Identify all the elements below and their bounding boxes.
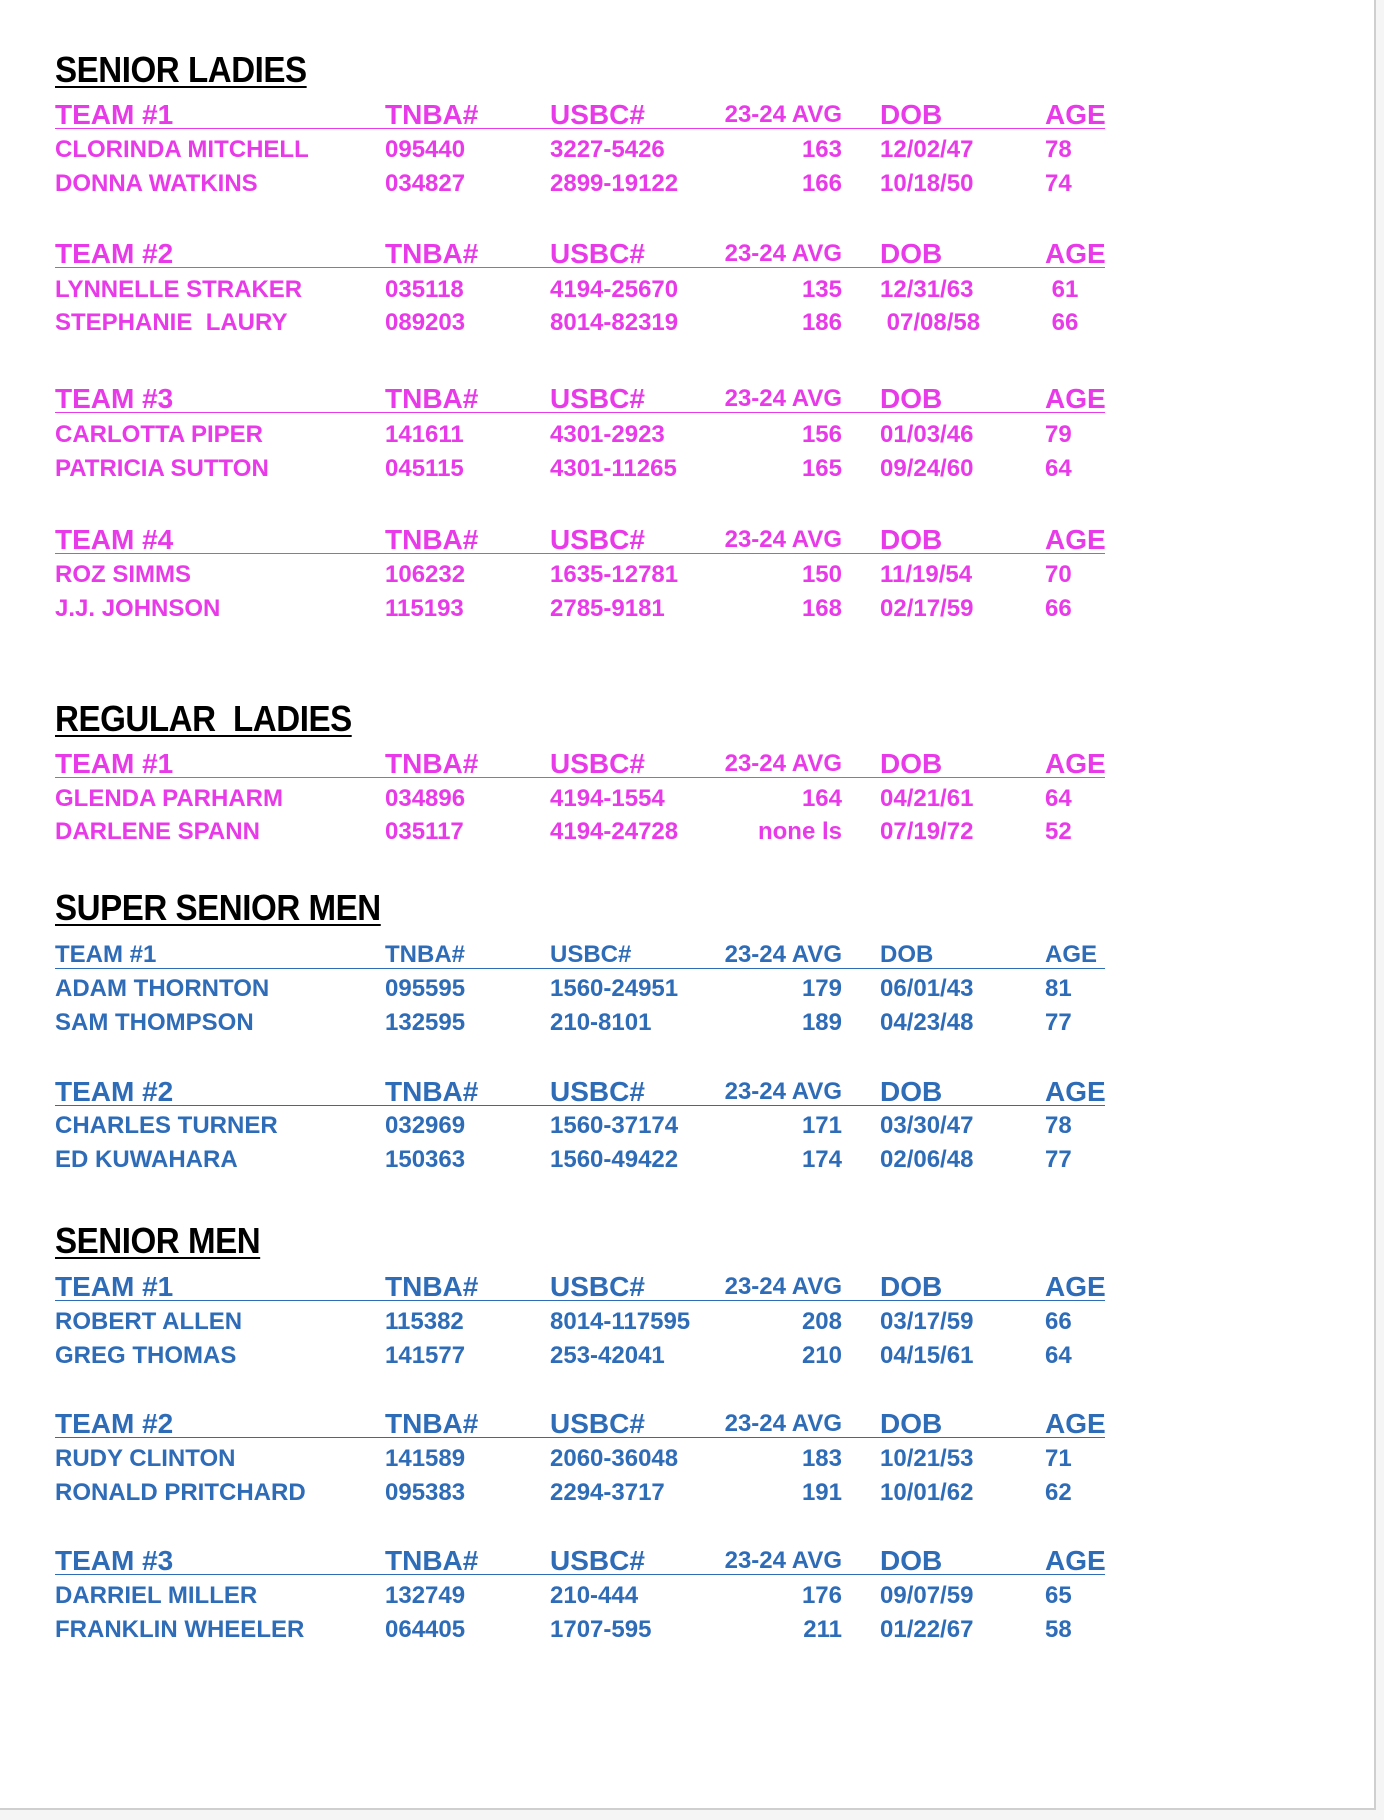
player-avg: 211 (803, 1616, 842, 1643)
dob-column-header: DOB (880, 99, 943, 130)
player-row (55, 1008, 1105, 1038)
player-age: 64 (1045, 1342, 1072, 1369)
team-header (55, 1075, 1105, 1106)
team-header (55, 747, 1105, 778)
team-label: TEAM #2 (55, 238, 174, 269)
player-row (55, 1581, 1105, 1611)
player-dob: 07/19/72 (880, 818, 974, 845)
dob-column-header: DOB (880, 1408, 943, 1439)
team-label: TEAM #1 (55, 748, 174, 779)
avg-column-header: 23-24 AVG (724, 1547, 842, 1574)
team-label: TEAM #1 (55, 1271, 174, 1302)
tnba-column-header: TNBA# (385, 748, 479, 779)
player-row (55, 454, 1105, 484)
age-column-header: AGE (1045, 99, 1106, 130)
player-tnba: 035117 (385, 818, 464, 845)
player-tnba: 150363 (385, 1146, 466, 1173)
usbc-column-header: USBC# (550, 1545, 645, 1576)
player-age: 77 (1045, 1009, 1072, 1036)
player-name: LYNNELLE STRAKER (55, 276, 303, 303)
player-avg: 174 (801, 1146, 842, 1173)
player-row (55, 784, 1105, 814)
player-name: DARLENE SPANN (55, 818, 260, 845)
player-avg: 208 (801, 1308, 842, 1335)
player-usbc: 3227-5426 (550, 136, 665, 163)
usbc-column-header: USBC# (550, 99, 645, 130)
tnba-column-header: TNBA# (385, 99, 479, 130)
player-usbc: 4194-24728 (550, 818, 679, 845)
player-row (55, 1341, 1105, 1371)
usbc-column-header: USBC# (550, 238, 645, 269)
section-title-regular-ladies: REGULAR LADIES (55, 698, 352, 739)
player-dob: 04/23/48 (880, 1009, 974, 1036)
age-column-header: AGE (1045, 238, 1106, 269)
player-name: CHARLES TURNER (55, 1112, 278, 1139)
player-name: DARRIEL MILLER (55, 1582, 258, 1609)
player-usbc: 1560-49422 (550, 1146, 679, 1173)
player-age: 70 (1045, 561, 1072, 588)
player-name: ROZ SIMMS (55, 561, 191, 588)
avg-column-header: 23-24 AVG (724, 240, 842, 267)
player-avg: 166 (801, 170, 842, 197)
age-column-header: AGE (1045, 1076, 1106, 1107)
avg-column-header: 23-24 AVG (724, 1410, 842, 1437)
player-avg: 135 (801, 276, 842, 303)
player-tnba: 064405 (385, 1616, 466, 1643)
player-usbc: 2899-19122 (550, 170, 679, 197)
player-name: DONNA WATKINS (55, 170, 258, 197)
player-tnba: 106232 (385, 561, 466, 588)
player-age: 66 (1045, 309, 1079, 336)
player-avg: 183 (801, 1445, 842, 1472)
player-name: ADAM THORNTON (55, 975, 270, 1002)
tnba-column-header: TNBA# (385, 524, 479, 555)
player-avg: 189 (801, 1009, 842, 1036)
player-row (55, 560, 1105, 590)
player-avg: none ls (757, 818, 842, 845)
player-name: CARLOTTA PIPER (55, 421, 263, 448)
player-dob: 02/06/48 (880, 1146, 974, 1173)
player-tnba: 034827 (385, 170, 466, 197)
usbc-column-header: USBC# (550, 1076, 645, 1107)
player-row (55, 169, 1105, 199)
player-tnba: 034896 (385, 785, 466, 812)
player-usbc: 2060-36048 (550, 1445, 679, 1472)
age-column-header: AGE (1045, 524, 1106, 555)
player-age: 74 (1045, 170, 1072, 197)
player-dob: 10/21/53 (880, 1445, 974, 1472)
player-avg: 176 (801, 1582, 842, 1609)
player-avg: 179 (801, 975, 842, 1002)
player-dob: 12/02/47 (880, 136, 974, 163)
player-row (55, 974, 1105, 1004)
player-row (55, 135, 1105, 165)
age-column-header: AGE (1045, 941, 1098, 968)
player-age: 58 (1045, 1616, 1072, 1643)
team-label: TEAM #3 (55, 383, 174, 414)
section-title-senior-men: SENIOR MEN (55, 1220, 261, 1261)
player-tnba: 035118 (385, 276, 464, 303)
player-row (55, 308, 1105, 338)
age-column-header: AGE (1045, 1271, 1106, 1302)
usbc-column-header: USBC# (550, 383, 645, 414)
player-dob: 03/17/59 (880, 1308, 974, 1335)
avg-column-header: 23-24 AVG (724, 750, 842, 777)
player-usbc: 2785-9181 (550, 595, 665, 622)
dob-column-header: DOB (880, 1545, 943, 1576)
player-tnba: 095440 (385, 136, 466, 163)
team-header (55, 938, 1105, 969)
player-row (55, 594, 1105, 624)
age-column-header: AGE (1045, 1408, 1106, 1439)
player-row (55, 1444, 1105, 1474)
player-dob: 01/22/67 (880, 1616, 974, 1643)
player-dob: 06/01/43 (880, 975, 974, 1002)
usbc-column-header: USBC# (550, 524, 645, 555)
player-age: 78 (1045, 1112, 1072, 1139)
player-avg: 150 (801, 561, 842, 588)
player-dob: 02/17/59 (880, 595, 974, 622)
player-name: SAM THOMPSON (55, 1009, 254, 1036)
player-row (55, 420, 1105, 450)
dob-column-header: DOB (880, 941, 934, 968)
avg-column-header: 23-24 AVG (724, 941, 842, 968)
player-usbc: 1560-37174 (550, 1112, 679, 1139)
dob-column-header: DOB (880, 1076, 943, 1107)
player-name: ED KUWAHARA (55, 1146, 238, 1173)
player-avg: 156 (801, 421, 842, 448)
player-age: 66 (1045, 1308, 1072, 1335)
tnba-column-header: TNBA# (385, 1545, 479, 1576)
dob-column-header: DOB (880, 1271, 943, 1302)
usbc-column-header: USBC# (550, 1408, 645, 1439)
player-tnba: 132595 (385, 1009, 466, 1036)
player-age: 81 (1045, 975, 1072, 1002)
player-dob: 09/24/60 (880, 455, 974, 482)
player-age: 71 (1045, 1445, 1072, 1472)
team-label: TEAM #1 (55, 99, 174, 130)
player-avg: 186 (801, 309, 842, 336)
tnba-column-header: TNBA# (385, 1076, 479, 1107)
age-column-header: AGE (1045, 748, 1106, 779)
team-label: TEAM #4 (55, 524, 174, 555)
player-row (55, 1478, 1105, 1508)
player-age: 52 (1045, 818, 1072, 845)
tnba-column-header: TNBA# (385, 1408, 479, 1439)
avg-column-header: 23-24 AVG (724, 101, 842, 128)
player-row (55, 1307, 1105, 1337)
player-age: 64 (1045, 785, 1072, 812)
team-header (55, 1270, 1105, 1301)
player-avg: 168 (801, 595, 842, 622)
player-avg: 171 (801, 1112, 842, 1139)
avg-column-header: 23-24 AVG (724, 385, 842, 412)
avg-column-header: 23-24 AVG (724, 526, 842, 553)
section-title-super-senior-men: SUPER SENIOR MEN (55, 887, 381, 928)
player-age: 79 (1045, 421, 1072, 448)
player-tnba: 115382 (385, 1308, 464, 1335)
player-dob: 01/03/46 (880, 421, 974, 448)
player-usbc: 8014-82319 (550, 309, 679, 336)
player-name: GLENDA PARHARM (55, 785, 283, 812)
team-label: TEAM #2 (55, 1076, 174, 1107)
player-avg: 164 (801, 785, 842, 812)
player-tnba: 141589 (385, 1445, 466, 1472)
team-label: TEAM #2 (55, 1408, 174, 1439)
usbc-column-header: USBC# (550, 941, 632, 968)
player-age: 66 (1045, 595, 1072, 622)
player-row (55, 1615, 1105, 1645)
player-name: STEPHANIE LAURY (55, 309, 288, 336)
player-tnba: 115193 (385, 595, 464, 622)
player-tnba: 132749 (385, 1582, 466, 1609)
player-tnba: 141611 (385, 421, 464, 448)
player-age: 78 (1045, 136, 1072, 163)
avg-column-header: 23-24 AVG (724, 1273, 842, 1300)
team-header (55, 1407, 1105, 1438)
player-age: 62 (1045, 1479, 1072, 1506)
player-usbc: 4194-1554 (550, 785, 665, 812)
player-dob: 11/19/54 (880, 561, 973, 588)
player-name: PATRICIA SUTTON (55, 455, 269, 482)
player-dob: 12/31/63 (880, 276, 974, 303)
team-header (55, 1544, 1105, 1575)
player-age: 65 (1045, 1582, 1072, 1609)
player-dob: 04/21/61 (880, 785, 974, 812)
dob-column-header: DOB (880, 238, 943, 269)
player-tnba: 141577 (385, 1342, 466, 1369)
player-name: ROBERT ALLEN (55, 1308, 243, 1335)
player-dob: 10/18/50 (880, 170, 974, 197)
player-name: J.J. JOHNSON (55, 595, 221, 622)
player-avg: 165 (801, 455, 842, 482)
player-age: 77 (1045, 1146, 1072, 1173)
player-age: 61 (1045, 276, 1079, 303)
player-usbc: 210-444 (550, 1582, 639, 1609)
tnba-column-header: TNBA# (385, 941, 466, 968)
player-tnba: 032969 (385, 1112, 466, 1139)
player-dob: 04/15/61 (880, 1342, 974, 1369)
tnba-column-header: TNBA# (385, 238, 479, 269)
player-name: RONALD PRITCHARD (55, 1479, 306, 1506)
team-header (55, 523, 1105, 554)
player-usbc: 253-42041 (550, 1342, 665, 1369)
player-usbc: 1560-24951 (550, 975, 679, 1002)
player-usbc: 1707-595 (550, 1616, 652, 1643)
player-dob: 03/30/47 (880, 1112, 974, 1139)
tnba-column-header: TNBA# (385, 383, 479, 414)
player-avg: 210 (801, 1342, 842, 1369)
player-usbc: 2294-3717 (550, 1479, 665, 1506)
dob-column-header: DOB (880, 524, 943, 555)
player-tnba: 045115 (385, 455, 464, 482)
player-name: FRANKLIN WHEELER (55, 1616, 305, 1643)
team-label: TEAM #3 (55, 1545, 174, 1576)
team-header (55, 382, 1105, 413)
tnba-column-header: TNBA# (385, 1271, 479, 1302)
player-age: 64 (1045, 455, 1072, 482)
age-column-header: AGE (1045, 383, 1106, 414)
usbc-column-header: USBC# (550, 748, 645, 779)
player-dob: 09/07/59 (880, 1582, 974, 1609)
player-row (55, 817, 1105, 847)
player-row (55, 275, 1105, 305)
player-avg: 163 (801, 136, 842, 163)
avg-column-header: 23-24 AVG (724, 1078, 842, 1105)
player-usbc: 8014-117595 (550, 1308, 691, 1335)
player-name: GREG THOMAS (55, 1342, 237, 1369)
usbc-column-header: USBC# (550, 1271, 645, 1302)
player-row (55, 1145, 1105, 1175)
player-usbc: 1635-12781 (550, 561, 679, 588)
player-usbc: 210-8101 (550, 1009, 652, 1036)
player-avg: 191 (801, 1479, 842, 1506)
player-tnba: 095383 (385, 1479, 466, 1506)
dob-column-header: DOB (880, 383, 943, 414)
player-usbc: 4194-25670 (550, 276, 679, 303)
player-tnba: 089203 (385, 309, 466, 336)
player-dob: 10/01/62 (880, 1479, 974, 1506)
team-header (55, 237, 1105, 268)
player-usbc: 4301-2923 (550, 421, 665, 448)
team-header (55, 98, 1105, 129)
dob-column-header: DOB (880, 748, 943, 779)
section-title-senior-ladies: SENIOR LADIES (55, 49, 307, 90)
age-column-header: AGE (1045, 1545, 1106, 1576)
player-dob: 07/08/58 (880, 309, 981, 336)
player-name: RUDY CLINTON (55, 1445, 236, 1472)
player-row (55, 1111, 1105, 1141)
player-tnba: 095595 (385, 975, 466, 1002)
player-usbc: 4301-11265 (550, 455, 677, 482)
player-name: CLORINDA MITCHELL (55, 136, 309, 163)
team-label: TEAM #1 (55, 941, 157, 968)
